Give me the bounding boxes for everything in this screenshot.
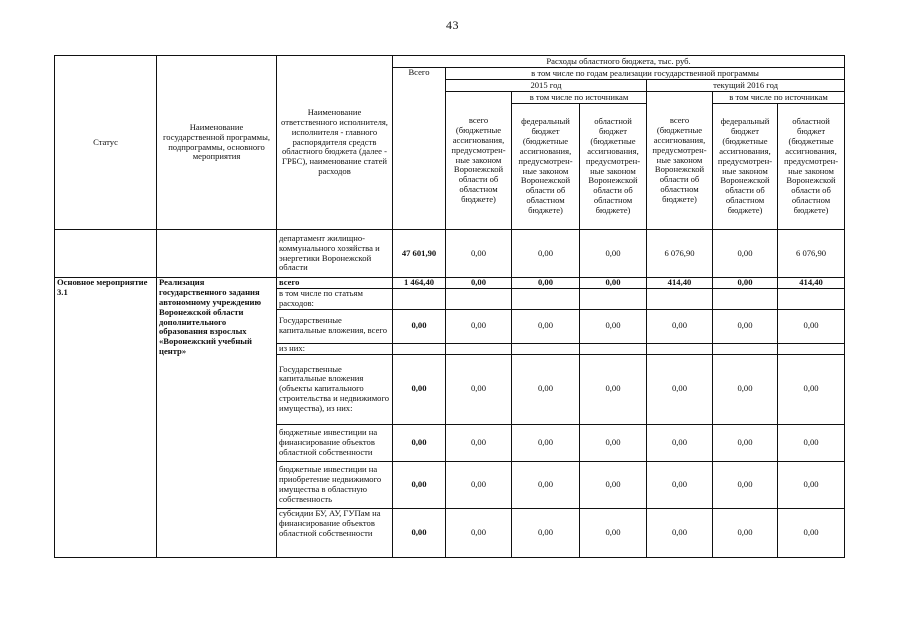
row-value: 0,00 xyxy=(446,354,512,424)
row-value xyxy=(446,343,512,354)
row-value: 0,00 xyxy=(446,309,512,343)
row-dept-value: 0,00 xyxy=(512,230,580,278)
row-value: 0,00 xyxy=(512,309,580,343)
row-value: 0,00 xyxy=(446,278,512,289)
row-value xyxy=(512,343,580,354)
row-label: бюджетные инвестиции на приобретение недвижимого имущества в областную собственность xyxy=(277,461,393,508)
row-total xyxy=(393,289,446,310)
header-year-2015: 2015 год xyxy=(446,80,647,92)
page-number: 43 xyxy=(446,18,459,32)
row-value: 0,00 xyxy=(778,354,845,424)
header-col-reg-2015: областной бюджет (бюджетные ассигнования, предусмотрен-ные законом Воронежской области об областном бюджете) xyxy=(580,104,647,230)
row-value: 0,00 xyxy=(778,461,845,508)
row-value: 0,00 xyxy=(446,461,512,508)
row-value: 0,00 xyxy=(778,424,845,461)
table-row xyxy=(55,278,845,289)
row-label: в том числе по статьям расходов: xyxy=(277,289,393,310)
row-value xyxy=(713,289,778,310)
row-value: 0,00 xyxy=(647,309,713,343)
row-total: 0,00 xyxy=(393,508,446,557)
row-value: 0,00 xyxy=(713,278,778,289)
row-value: 0,00 xyxy=(580,309,647,343)
row-value xyxy=(446,289,512,310)
budget-table xyxy=(54,55,845,558)
header-expenses-title: Расходы областного бюджета, тыс. руб. xyxy=(393,56,845,68)
activity-status: Основное мероприятие 3.1 xyxy=(55,278,157,558)
row-dept-total: 47 601,90 xyxy=(393,230,446,278)
row-dept-value: 6 076,90 xyxy=(647,230,713,278)
row-label: бюджетные инвестиции на финансирование объектов областной собственности xyxy=(277,424,393,461)
row-value: 0,00 xyxy=(446,508,512,557)
row-value: 0,00 xyxy=(713,309,778,343)
row-total xyxy=(393,343,446,354)
row-total: 0,00 xyxy=(393,424,446,461)
row-dept-value: 0,00 xyxy=(580,230,647,278)
header-year-2016: текущий 2016 год xyxy=(647,80,845,92)
header-program-name: Наименование государственной программы, подпрограммы, основного мероприятия xyxy=(157,56,277,230)
row-total: 1 464,40 xyxy=(393,278,446,289)
row-value: 0,00 xyxy=(580,278,647,289)
row-label: всего xyxy=(277,278,393,289)
header-col-fed-2016: федеральный бюджет (бюджетные ассигнования, предусмотрен-ные законом Воронежской области об областном бюджете) xyxy=(713,104,778,230)
row-dept-value: 6 076,90 xyxy=(778,230,845,278)
row-value: 414,40 xyxy=(647,278,713,289)
row-value: 0,00 xyxy=(512,278,580,289)
row-value: 0,00 xyxy=(713,424,778,461)
row-value: 0,00 xyxy=(778,309,845,343)
header-col-fed-2015: федеральный бюджет (бюджетные ассигнования, предусмотрен-ные законом Воронежской области об областном бюджете) xyxy=(512,104,580,230)
header-executor: Наименование ответственного исполнителя, исполнителя - главного распорядителя средств областного бюджета (далее - ГРБС), наименование статей расходов xyxy=(277,56,393,230)
row-value: 0,00 xyxy=(512,508,580,557)
activity-name: Реализация государственного задания автономному учреждению Воронежской области дополнительного образования взрослых «Воронежский учебный центр» xyxy=(157,278,277,558)
row-value: 0,00 xyxy=(580,508,647,557)
row-value: 0,00 xyxy=(778,508,845,557)
header-col-all-2015: всего (бюджетные ассигнования, предусмотрен-ные законом Воронежской области об областном бюджете) xyxy=(446,92,512,230)
header-by-years: в том числе по годам реализации государственной программы xyxy=(446,68,845,80)
row-value: 0,00 xyxy=(446,424,512,461)
row-value xyxy=(778,343,845,354)
row-total: 0,00 xyxy=(393,354,446,424)
row-value: 0,00 xyxy=(580,354,647,424)
row-value xyxy=(647,289,713,310)
row-value xyxy=(778,289,845,310)
row-value: 0,00 xyxy=(713,461,778,508)
row-value: 0,00 xyxy=(512,461,580,508)
row-dept-executor: департамент жилищно-коммунального хозяйства и энергетики Воронежской области xyxy=(277,230,393,278)
table-row-department xyxy=(55,230,845,278)
row-dept-value: 0,00 xyxy=(713,230,778,278)
row-label: Государственные капитальные вложения (объекты капитального строительства и недвижимого имущества), из них: xyxy=(277,354,393,424)
row-total: 0,00 xyxy=(393,309,446,343)
row-value: 414,40 xyxy=(778,278,845,289)
header-col-reg-2016: областной бюджет (бюджетные ассигнования, предусмотрен-ные законом Воронежской области об областном бюджете) xyxy=(778,104,845,230)
header-total: Всего xyxy=(393,68,446,230)
row-value xyxy=(647,343,713,354)
header-by-sources-2015: в том числе по источникам xyxy=(512,92,647,104)
row-value: 0,00 xyxy=(580,461,647,508)
row-total: 0,00 xyxy=(393,461,446,508)
row-value: 0,00 xyxy=(580,424,647,461)
row-dept-status xyxy=(55,230,157,278)
row-value xyxy=(580,289,647,310)
row-label: из них: xyxy=(277,343,393,354)
row-value: 0,00 xyxy=(713,354,778,424)
header-by-sources-2016: в том числе по источникам xyxy=(713,92,845,104)
row-value: 0,00 xyxy=(647,424,713,461)
row-value xyxy=(713,343,778,354)
row-value: 0,00 xyxy=(713,508,778,557)
row-value: 0,00 xyxy=(512,424,580,461)
row-value: 0,00 xyxy=(512,354,580,424)
row-dept-name xyxy=(157,230,277,278)
row-value: 0,00 xyxy=(647,508,713,557)
row-value: 0,00 xyxy=(647,461,713,508)
header-col-all-2016: всего (бюджетные ассигнования, предусмотрен-ные законом Воронежской области об областном бюджете) xyxy=(647,92,713,230)
row-value: 0,00 xyxy=(647,354,713,424)
row-value xyxy=(512,289,580,310)
header-status: Статус xyxy=(55,56,157,230)
row-label: субсидии БУ, АУ, ГУПам на финансирование объектов областной собственности xyxy=(277,508,393,557)
row-label: Государственные капитальные вложения, всего xyxy=(277,309,393,343)
row-value xyxy=(580,343,647,354)
row-dept-value: 0,00 xyxy=(446,230,512,278)
